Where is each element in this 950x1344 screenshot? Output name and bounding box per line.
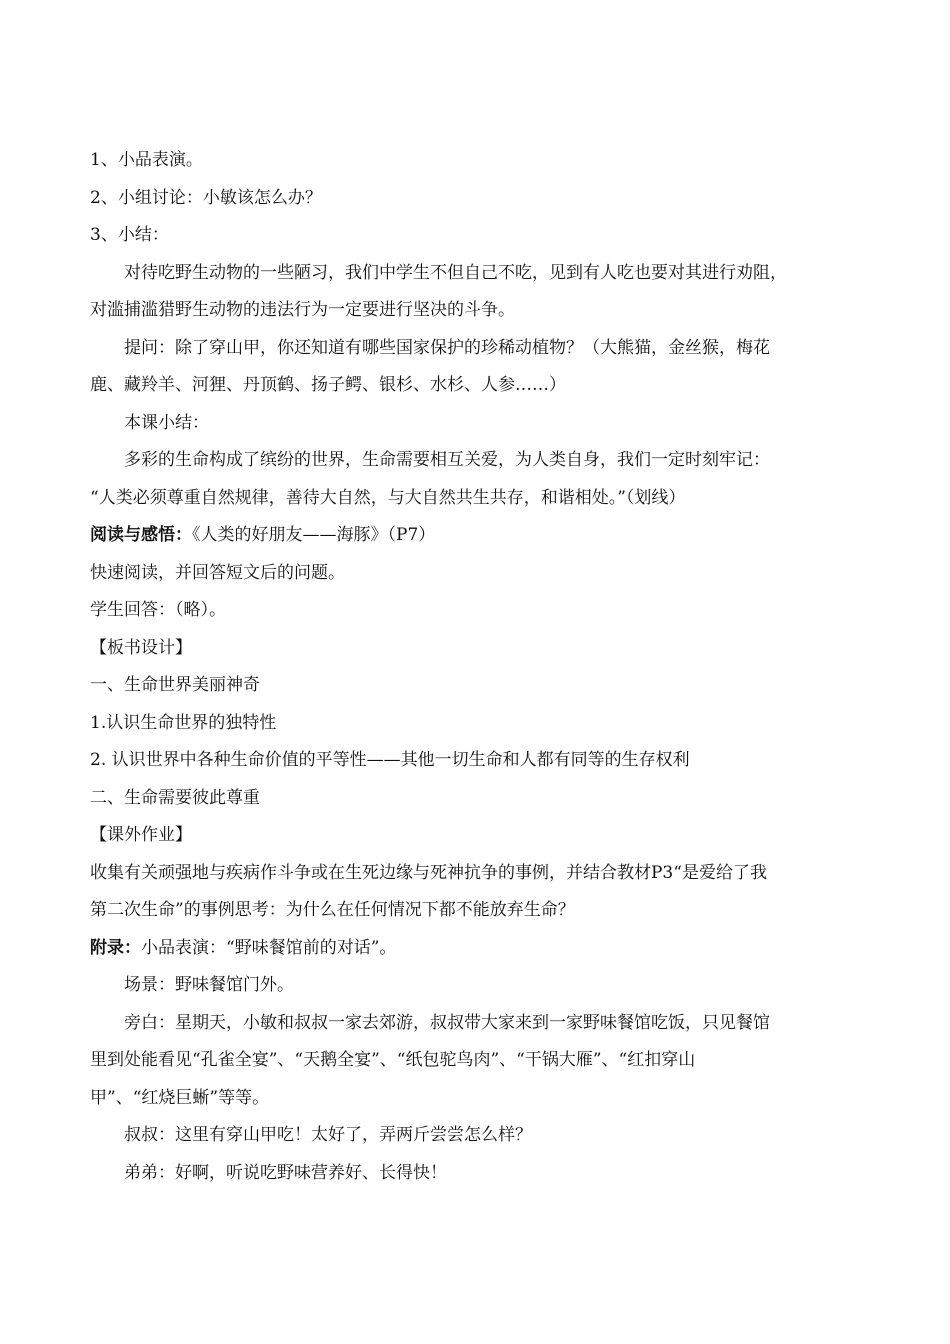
appendix-section bbox=[90, 930, 870, 968]
summary-paragraph-line-1: 对待吃野生动物的一些陋习，我们中学生不但自己不吃，见到有人吃也要对其进行劝阻， bbox=[124, 262, 787, 283]
homework-heading: 【课外作业】 bbox=[90, 825, 192, 845]
lesson-summary-line-2: “人类必须尊重自然规律，善待大自然，与大自然共生共存，和谐相处。”（划线） bbox=[90, 487, 686, 508]
reading-colon: ： bbox=[175, 525, 192, 545]
board-item-1-2: 2. 认识世界中各种生命价值的平等性——其他一切生命和人都有同等的生存权利 bbox=[90, 750, 690, 770]
document-page bbox=[90, 142, 870, 1192]
narration-line-3: 甲”、“红烧巨蜥”等等。 bbox=[90, 1087, 270, 1108]
question-paragraph-line-2: 鹿、藏羚羊、河狸、丹顶鹤、扬子鳄、银杉、水杉、人参……） bbox=[90, 375, 566, 395]
uncle-dialogue: 叔叔：这里有穿山甲吃！太好了，弄两斤尝尝怎么样？ bbox=[124, 1125, 532, 1145]
homework-line-2: 第二次生命”的事例思考：为什么在任何情况下都不能放弃生命？ bbox=[90, 900, 575, 920]
reading-title: 《人类的好朋友——海豚》（P7） bbox=[192, 525, 436, 545]
summary-paragraph-line-2: 对滥捕滥猎野生动物的违法行为一定要进行坚决的斗争。 bbox=[90, 300, 515, 320]
narration-line-1: 旁白：星期天，小敏和叔叔一家去郊游，叔叔带大家来到一家野味餐馆吃饭，只见餐馆 bbox=[124, 1012, 770, 1033]
step-3: 3、小结： bbox=[90, 225, 169, 245]
board-item-2: 二、生命需要彼此尊重 bbox=[90, 787, 260, 808]
board-item-1-1: 1.认识生命世界的独特性 bbox=[90, 712, 277, 733]
step-1: 1、小品表演。 bbox=[90, 150, 203, 170]
reading-label: 阅读与感悟 bbox=[90, 525, 175, 545]
board-item-1: 一、生命世界美丽神奇 bbox=[90, 675, 260, 695]
lesson-summary-heading: 本课小结： bbox=[124, 412, 209, 433]
lesson-summary-line-1: 多彩的生命构成了缤纷的世界，生命需要相互关爱，为人类自身，我们一定时刻牢记： bbox=[124, 450, 770, 470]
appendix-label: 附录 bbox=[90, 937, 124, 958]
brother-dialogue: 弟弟：好啊，听说吃野味营养好、长得快！ bbox=[124, 1162, 447, 1183]
homework-line-1: 收集有关顽强地与疾病作斗争或在生死边缘与死神抗争的事例，并结合教材P3“是爱给了我 bbox=[90, 862, 767, 883]
student-answer: 学生回答：（略）。 bbox=[90, 600, 226, 620]
reading-instruction: 快速阅读，并回答短文后的问题。 bbox=[90, 562, 345, 583]
appendix-title: 小品表演：“野味餐馆前的对话”。 bbox=[141, 937, 397, 958]
appendix-colon: ： bbox=[124, 937, 141, 958]
board-design-heading: 【板书设计】 bbox=[90, 637, 192, 658]
question-paragraph-line-1: 提问：除了穿山甲，你还知道有哪些国家保护的珍稀动植物？（大熊猫，金丝猴，梅花 bbox=[124, 337, 770, 358]
scene-line: 场景：野味餐馆门外。 bbox=[124, 975, 294, 995]
narration-line-2: 里到处能看见“孔雀全宴”、“天鹅全宴”、“纸包驼鸟肉”、“干锅大雁”、“红扣穿山 bbox=[90, 1050, 696, 1070]
step-2: 2、小组讨论：小敏该怎么办？ bbox=[90, 187, 322, 208]
reading-section bbox=[90, 517, 870, 555]
